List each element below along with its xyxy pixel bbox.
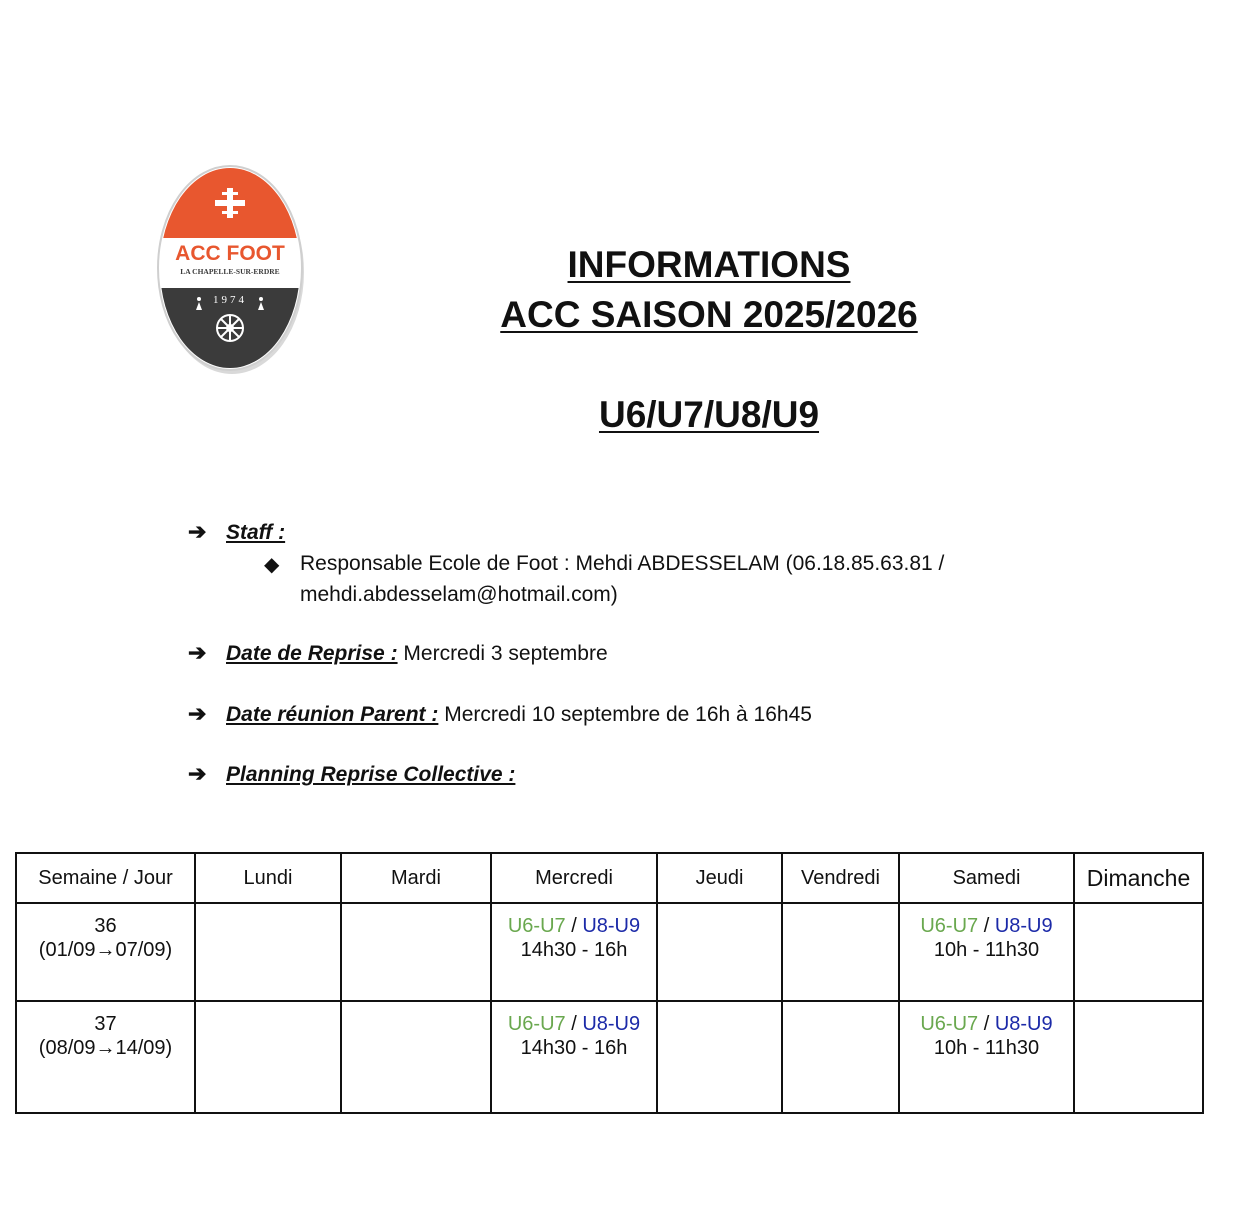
title-line-2: ACC SAISON 2025/2026 xyxy=(500,294,918,335)
group-separator: / xyxy=(978,915,995,937)
arrow-icon: ➔ xyxy=(188,761,207,786)
diamond-bullet-icon: ◆ xyxy=(264,554,280,576)
week-number: 36 xyxy=(94,915,117,937)
group-u8-u9: U8-U9 xyxy=(582,1013,641,1035)
reprise-section xyxy=(188,638,608,669)
header-lundi: Lundi xyxy=(195,853,341,903)
staff-section xyxy=(188,517,285,548)
header-samedi: Samedi xyxy=(899,853,1074,903)
wheel-icon xyxy=(217,315,243,341)
week-range: (01/09→07/09) xyxy=(38,939,173,961)
logo-place: LA CHAPELLE-SUR-ERDRE xyxy=(180,267,280,276)
group-separator: / xyxy=(565,1013,583,1035)
session-time: 10h - 11h30 xyxy=(933,1037,1040,1059)
group-u8-u9: U8-U9 xyxy=(994,915,1053,937)
reunion-value: Mercredi 10 septembre de 16h à 16h45 xyxy=(438,703,812,726)
group-u6-u7: U6-U7 xyxy=(920,915,979,937)
group-u6-u7: U6-U7 xyxy=(507,915,566,937)
planning-section xyxy=(188,759,515,790)
header-mercredi: Mercredi xyxy=(491,853,657,903)
reunion-label: Date réunion Parent : xyxy=(226,703,439,726)
table-row xyxy=(16,903,1203,1001)
session-time: 14h30 - 16h xyxy=(520,939,628,961)
table-header-row xyxy=(16,853,1203,903)
group-u6-u7: U6-U7 xyxy=(920,1013,979,1035)
club-logo xyxy=(150,160,310,380)
group-u8-u9: U8-U9 xyxy=(994,1013,1053,1035)
planning-label: Planning Reprise Collective : xyxy=(226,763,516,786)
samedi-cell xyxy=(899,1001,1074,1113)
title-line-3: U6/U7/U8/U9 xyxy=(598,394,820,435)
schedule-table xyxy=(15,852,1204,1114)
table-row xyxy=(16,1001,1203,1113)
page-title xyxy=(409,240,1009,440)
session-time: 10h - 11h30 xyxy=(933,939,1040,961)
title-line-1: INFORMATIONS xyxy=(567,244,851,285)
reprise-value: Mercredi 3 septembre xyxy=(397,642,608,665)
header-dimanche: Dimanche xyxy=(1074,853,1203,903)
jeudi-cell xyxy=(657,903,782,1001)
week-range: (08/09→14/09) xyxy=(38,1037,173,1059)
dimanche-cell xyxy=(1074,903,1203,1001)
samedi-cell xyxy=(899,903,1074,1001)
arrow-icon: ➔ xyxy=(188,519,207,544)
week-cell xyxy=(16,903,195,1001)
group-separator: / xyxy=(565,915,583,937)
mardi-cell xyxy=(341,903,491,1001)
vendredi-cell xyxy=(782,903,899,1001)
vendredi-cell xyxy=(782,1001,899,1113)
header-vendredi: Vendredi xyxy=(782,853,899,903)
reprise-label: Date de Reprise : xyxy=(226,642,398,665)
jeudi-cell xyxy=(657,1001,782,1113)
logo-name: ACC FOOT xyxy=(175,242,285,265)
group-u6-u7: U6-U7 xyxy=(507,1013,566,1035)
week-cell xyxy=(16,1001,195,1113)
mercredi-cell xyxy=(491,1001,657,1113)
group-separator: / xyxy=(978,1013,995,1035)
logo-year: 1974 xyxy=(213,294,247,306)
staff-label: Staff : xyxy=(226,521,286,544)
arrow-icon: ➔ xyxy=(188,640,207,665)
mardi-cell xyxy=(341,1001,491,1113)
header-mardi: Mardi xyxy=(341,853,491,903)
group-u8-u9: U8-U9 xyxy=(582,915,641,937)
week-number: 37 xyxy=(94,1013,117,1035)
staff-contact: Responsable Ecole de Foot : Mehdi ABDESSELAM (06.18.85.63.81 / mehdi.abdesselam@hotmail.com) xyxy=(300,552,945,606)
session-time: 14h30 - 16h xyxy=(520,1037,628,1059)
header-semaine: Semaine / Jour xyxy=(16,853,195,903)
arrow-icon: ➔ xyxy=(188,701,207,726)
mercredi-cell xyxy=(491,903,657,1001)
reunion-section xyxy=(188,699,812,730)
lundi-cell xyxy=(195,903,341,1001)
header-jeudi: Jeudi xyxy=(657,853,782,903)
dimanche-cell xyxy=(1074,1001,1203,1113)
lundi-cell xyxy=(195,1001,341,1113)
